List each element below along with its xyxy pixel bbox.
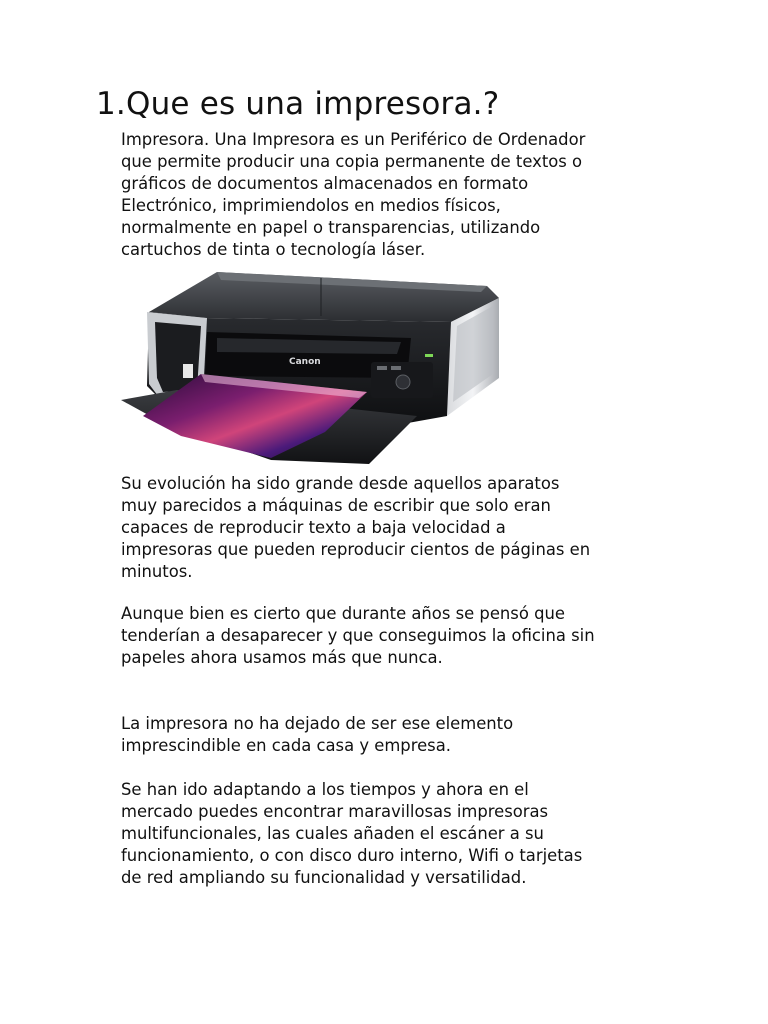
paragraph-paperless: Aunque bien es cierto que durante años se pensó que tenderían a desaparecer y que conseguimos la oficina sin papeles ahora usamos más que nunca.: [121, 604, 595, 667]
paragraph-essential: La impresora no ha dejado de ser ese elemento imprescindible en cada casa y empresa.: [121, 714, 514, 755]
brand-label: Canon: [289, 357, 321, 367]
printer-photo: [121, 266, 507, 472]
paragraph-evolution: Su evolución ha sido grande desde aquellos aparatos muy parecidos a máquinas de escribir que solo eran capaces de reproducir texto a baja velocidad a impresoras que pueden reproducir cientos de páginas en minutos.: [121, 474, 591, 581]
paragraph-multifunction: Se han ido adaptando a los tiempos y ahora en el mercado puedes encontrar maravillosas impresoras multifuncionales, las cuales añaden el escáner a su funcionamiento, o con disco duro interno, Wifi o tarjetas de red ampliando su funcionalidad y versatilidad.: [121, 780, 583, 887]
paragraph-definition: Impresora. Una Impresora es un Periférico de Ordenador que permite producir una copia permanente de textos o gráficos de documentos almacenados en formato Electrónico, imprimiendolos en medios físicos, normalmente en papel o transparencias, utilizando cartuchos de tinta o tecnología láser.: [121, 130, 586, 259]
page-title: 1.Que es una impresora.?: [96, 86, 500, 122]
